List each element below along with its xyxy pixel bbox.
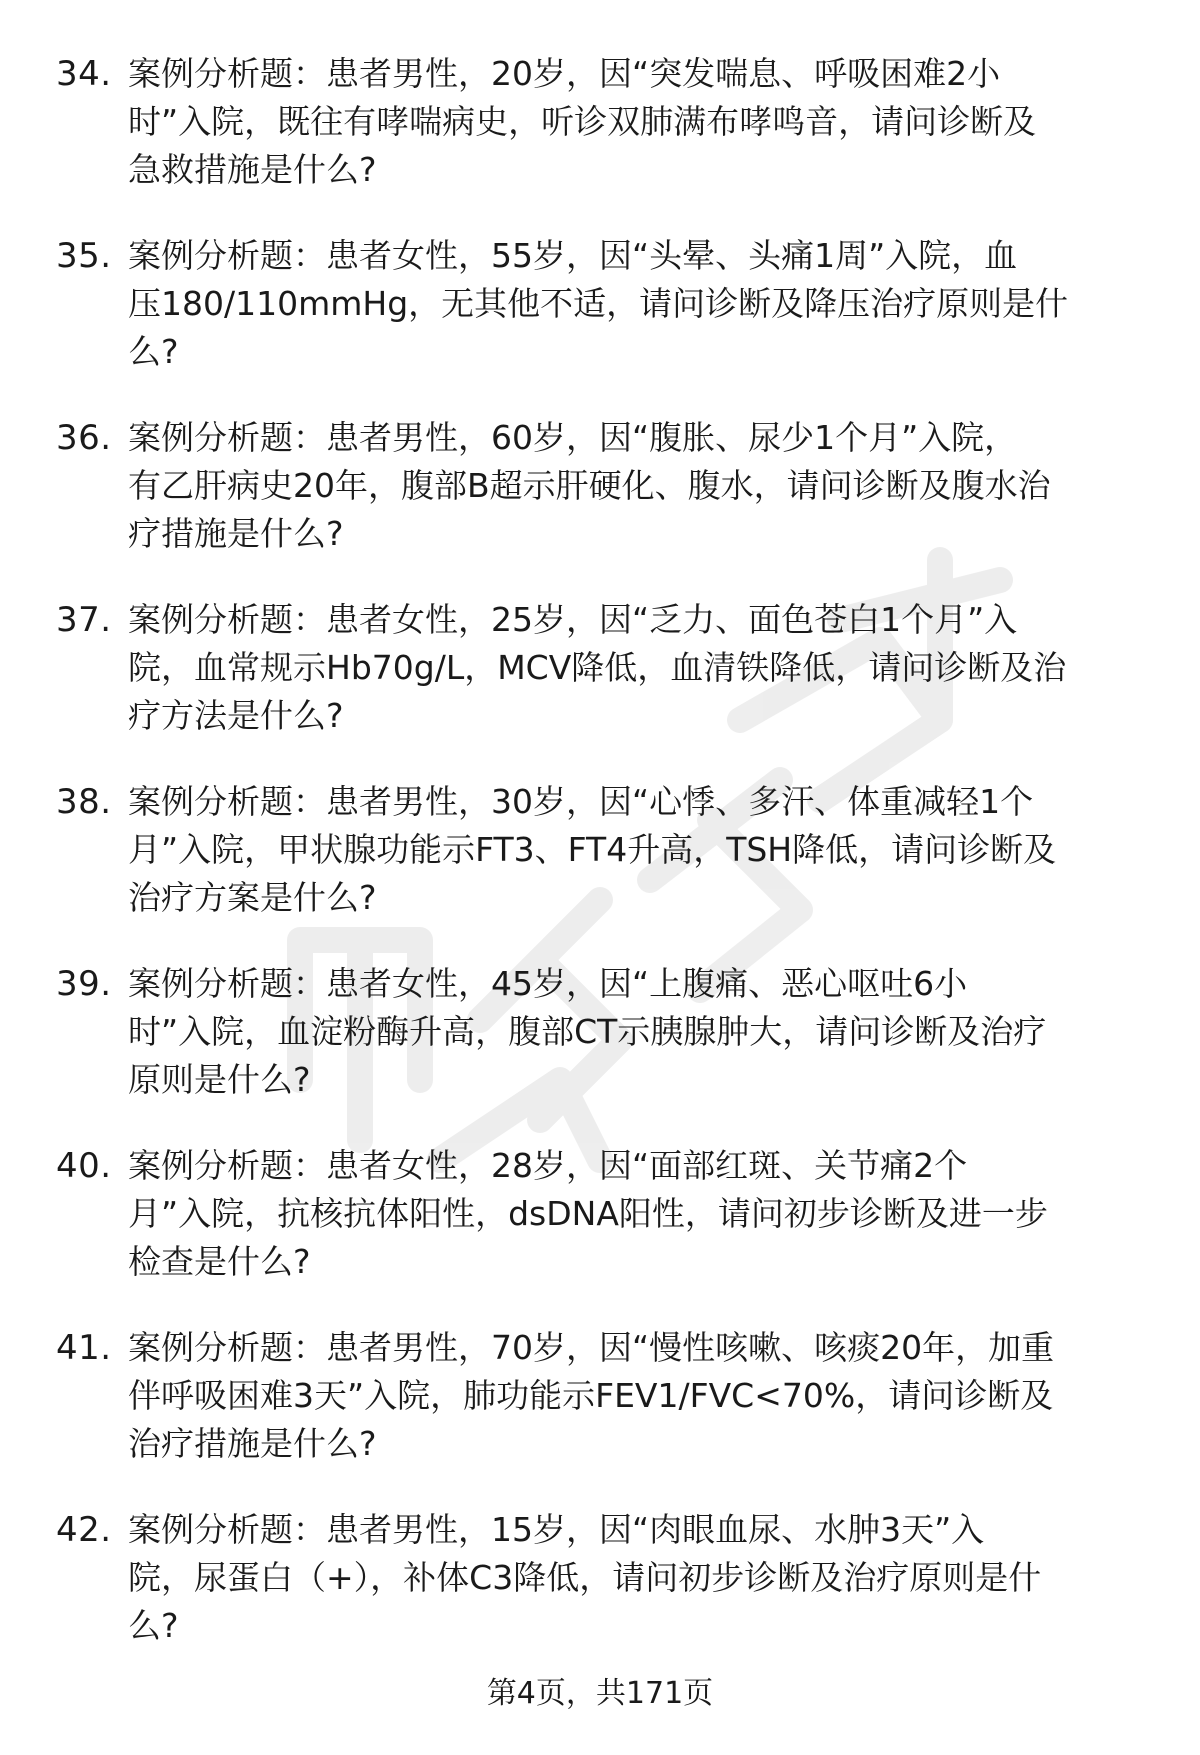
question-number: 34. (56, 54, 112, 94)
question-item (0, 596, 1200, 744)
question-text-line: 案例分析题：患者女性，45岁，因“上腹痛、恶心呕吐6小 (128, 964, 968, 1003)
question-text-line: 案例分析题：患者男性，15岁，因“肉眼血尿、水肿3天”入 (128, 1510, 985, 1549)
question-text-line: 月”入院，甲状腺功能示FT3、FT4升高，TSH降低，请问诊断及 (128, 830, 1057, 869)
question-number: 42. (56, 1510, 112, 1550)
question-text-line: 案例分析题：患者女性，25岁，因“乏力、面色苍白1个月”入 (128, 600, 1018, 639)
question-text-line: 急救措施是什么? (128, 150, 377, 189)
question-item (0, 414, 1200, 562)
question-text-line: 检查是什么? (128, 1242, 311, 1281)
question-text-line: 治疗措施是什么? (128, 1424, 377, 1463)
question-text-line: 疗方法是什么? (128, 696, 344, 735)
page-footer (0, 1674, 1200, 1714)
question-number: 37. (56, 600, 112, 640)
question-text-line: 案例分析题：患者女性，28岁，因“面部红斑、关节痛2个 (128, 1146, 968, 1185)
question-number: 36. (56, 418, 112, 458)
question-text-line: 时”入院，既往有哮喘病史，听诊双肺满布哮鸣音，请问诊断及 (128, 102, 1037, 141)
question-text-line: 案例分析题：患者男性，70岁，因“慢性咳嗽、咳痰20年，加重 (128, 1328, 1055, 1367)
page-number-label: 第4页，共171页 (486, 1676, 714, 1711)
question-text-line: 院，血常规示Hb70g/L，MCV降低，血清铁降低，请问诊断及治 (128, 648, 1067, 687)
question-number: 41. (56, 1328, 112, 1368)
question-text-line: 案例分析题：患者男性，60岁，因“腹胀、尿少1个月”入院， (128, 418, 1018, 457)
question-item (0, 1324, 1200, 1472)
question-number: 38. (56, 782, 112, 822)
question-item (0, 50, 1200, 198)
question-text-line: 院，尿蛋白（+），补体C3降低，请问初步诊断及治疗原则是什 (128, 1558, 1042, 1597)
question-number: 35. (56, 236, 112, 276)
question-text-line: 有乙肝病史20年，腹部B超示肝硬化、腹水，请问诊断及腹水治 (128, 466, 1051, 505)
question-text-line: 么? (128, 332, 179, 371)
question-item (0, 1142, 1200, 1290)
question-item (0, 232, 1200, 380)
question-text-line: 治疗方案是什么? (128, 878, 377, 917)
question-text-line: 原则是什么? (128, 1060, 311, 1099)
question-text-line: 案例分析题：患者男性，30岁，因“心悸、多汗、体重减轻1个 (128, 782, 1034, 821)
question-number: 39. (56, 964, 112, 1004)
question-list (0, 50, 1200, 1688)
question-text-line: 案例分析题：患者女性，55岁，因“头晕、头痛1周”入院，血 (128, 236, 1018, 275)
question-text-line: 伴呼吸困难3天”入院，肺功能示FEV1/FVC<70%，请问诊断及 (128, 1376, 1054, 1415)
question-item (0, 960, 1200, 1108)
question-item (0, 778, 1200, 926)
question-text-line: 疗措施是什么? (128, 514, 344, 553)
question-text-line: 月”入院，抗核抗体阳性，dsDNA阳性，请问初步诊断及进一步 (128, 1194, 1048, 1233)
question-item (0, 1506, 1200, 1654)
question-number: 40. (56, 1146, 112, 1186)
question-text-line: 案例分析题：患者男性，20岁，因“突发喘息、呼吸困难2小 (128, 54, 1001, 93)
question-text-line: 么? (128, 1606, 179, 1645)
question-text-line: 压180/110mmHg，无其他不适，请问诊断及降压治疗原则是什 (128, 284, 1069, 323)
question-text-line: 时”入院，血淀粉酶升高，腹部CT示胰腺肿大，请问诊断及治疗 (128, 1012, 1047, 1051)
